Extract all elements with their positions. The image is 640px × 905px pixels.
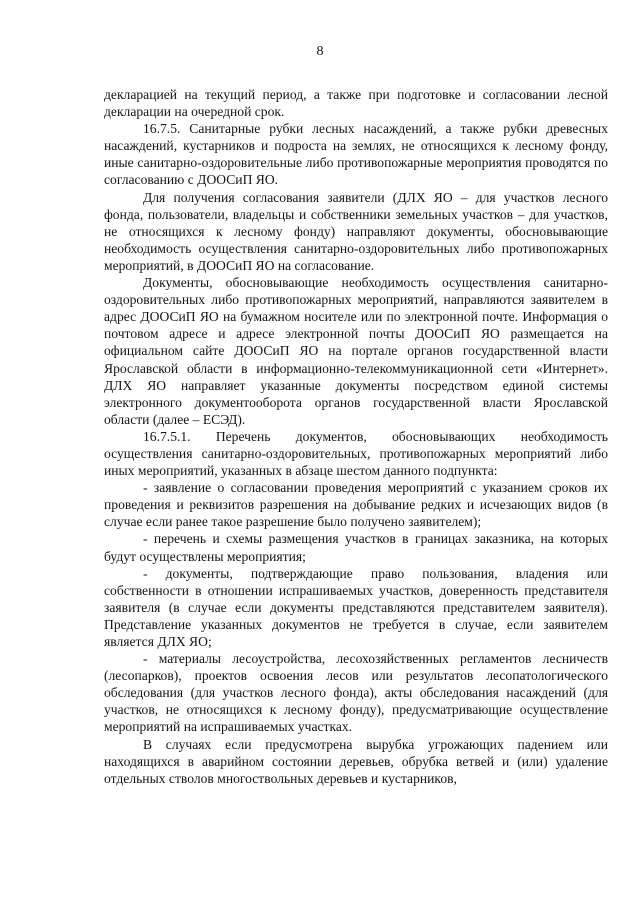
paragraph-16-7-5-1: 16.7.5.1. Перечень документов, обосновывающих необходимость осуществления санитарно-оздоровительных, противопожарных мероприятий либо иных мероприятий, указанных в абзаце шестом данного подпункта: [104,428,608,479]
page-number: 8 [316,44,324,59]
paragraph-16-7-5: 16.7.5. Санитарные рубки лесных насаждений, а также рубки древесных насаждений, кустарников и подроста на землях, не относящихся к лесному фонду, иные санитарно-оздоровительные либо противопожарные мероприятия проводятся по согласованию с ДООСиП ЯО. [104,121,608,188]
list-item-ownership-documents: - документы, подтверждающие право пользования, владения или собственности в отношении испрашиваемых участков, доверенность представителя заявителя (в случае если документы представляются представителем заявителя). Представление указанных документов не требуется в случае, если заявителем является ДЛХ ЯО; [104,565,608,649]
paragraph-felling-cases: В случаях если предусмотрена вырубка угрожающих падением или находящихся в аварийном состоянии деревьев, обрубка ветвей и (или) удаление отдельных стволов многоствольных деревьев и кустарников, [104,736,608,786]
paragraph-approval-request: Для получения согласования заявители (ДЛХ ЯО – для участков лесного фонда, пользователи, владельцы и собственники земельных участков – для участков, не относящихся к лесному фонду) направляют документы, обосновывающие необходимость осуществления санитарно-оздоровительных либо противопожарных мероприятий, в ДООСиП ЯО на согласование. [104,189,608,273]
list-item-schemes: - перечень и схемы размещения участков в границах заказника, на которых будут осуществлены мероприятия; [104,531,608,564]
list-item-application: - заявление о согласовании проведения мероприятий с указанием сроков их проведения и реквизитов разрешения на добывание редких и исчезающих видов (в случае если ранее такое разрешение было получено заявителем); [104,480,608,530]
paragraph-continuation: декларацией на текущий период, а также при подготовке и согласовании лесной декларации на очередной срок. [104,87,608,120]
list-item-forestry-materials: - материалы лесоустройства, лесохозяйственных регламентов лесничеств (лесопарков), проектов освоения лесов или результатов лесопатологического обследования (для участков лесного фонда), акты обследования насаждений (для участков, не относящихся к лесному фонду), предусматривающие осуществление мероприятий на испрашиваемых участках. [104,651,608,735]
paragraph-documents-submission: Документы, обосновывающие необходимость осуществления санитарно-оздоровительных либо противопожарных мероприятий, направляются заявителем в адрес ДООСиП ЯО на бумажном носителе или по электронной почте. Информация о почтовом адресе и адресе электронной почты ДООСиП ЯО размещается на официальном сайте ДООСиП ЯО на портале органов государственной власти Ярославской области в информационно-телекоммуникационной сети «Интернет». ДЛХ ЯО направляет указанные документы посредством единой системы электронного документооборота органов государственной власти Ярославской области (далее – ЕСЭД). [104,275,608,427]
document-body [104,86,608,787]
